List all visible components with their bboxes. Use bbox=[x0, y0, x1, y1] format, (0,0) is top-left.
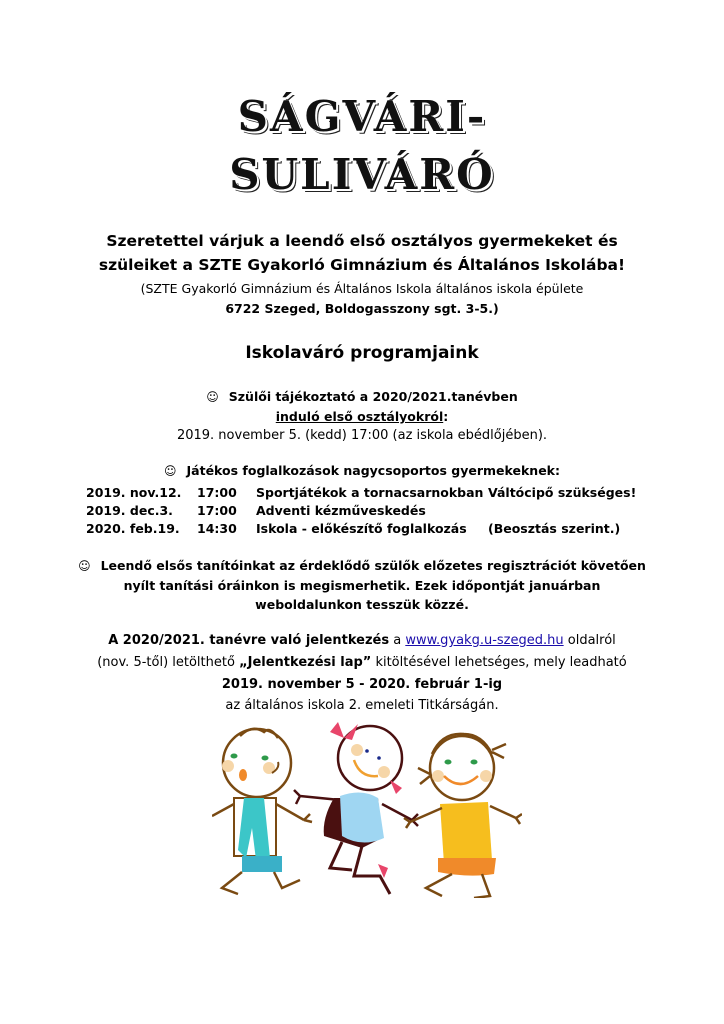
schedule-note: Váltócipő szükséges! bbox=[488, 485, 637, 500]
address-line-2: 6722 Szeged, Boldogasszony sgt. 3-5.) bbox=[225, 301, 499, 316]
smiley-icon: ☺ bbox=[206, 390, 219, 404]
title-line-1: SÁGVÁRI- bbox=[237, 92, 487, 141]
schedule-row bbox=[0, 485, 724, 503]
school-website-link[interactable]: www.gyakg.u-szeged.hu bbox=[405, 633, 564, 648]
registration-line-2 bbox=[0, 655, 724, 670]
schedule-row bbox=[0, 521, 724, 539]
parents-info-colon: : bbox=[443, 409, 449, 424]
schedule-time: 17:00 bbox=[197, 485, 237, 500]
girl-figure-right bbox=[404, 734, 522, 898]
registration-line-2-end: kitöltésével lehetséges, mely leadható bbox=[371, 655, 627, 670]
schedule-date: 2019. dec.3. bbox=[86, 503, 173, 518]
teachers-line-3: weboldalunkon tesszük közzé. bbox=[255, 597, 469, 612]
parents-info-text: Szülői tájékoztató a 2020/2021.tanévben bbox=[228, 389, 518, 404]
schedule-date: 2019. nov.12. bbox=[86, 485, 182, 500]
registration-bold: A 2020/2021. tanévre való jelentkezés bbox=[108, 633, 390, 648]
smiley-icon: ☺ bbox=[164, 464, 177, 478]
registration-line-1 bbox=[0, 633, 724, 648]
address-line-1: (SZTE Gyakorló Gimnázium és Általános Iskola általános iskola épülete bbox=[140, 281, 584, 296]
registration-end: oldalról bbox=[563, 633, 616, 648]
teachers-line-1 bbox=[0, 558, 724, 573]
intro-line-1: Szeretettel várjuk a leendő első osztályos gyermekeket és bbox=[106, 232, 618, 250]
games-heading-text: Játékos foglalkozások nagycsoportos gyermekeknek: bbox=[186, 463, 560, 478]
schedule-note: (Beosztás szerint.) bbox=[488, 521, 621, 536]
schedule-time: 14:30 bbox=[197, 521, 237, 536]
teachers-line-2: nyílt tanítási óráinkon is megismerhetik. Ezek időpontját januárban bbox=[123, 578, 601, 593]
smiley-icon: ☺ bbox=[78, 559, 91, 573]
registration-period: 2019. november 5 - 2020. február 1-ig bbox=[221, 677, 503, 692]
parents-info-date: 2019. november 5. (kedd) 17:00 (az iskola ebédlőjében). bbox=[176, 428, 548, 443]
schedule-date: 2020. feb.19. bbox=[86, 521, 180, 536]
schedule-activity: Adventi kézműveskedés bbox=[256, 503, 426, 518]
teachers-text-1: Leendő elsős tanítóinkat az érdeklődő szülők előzetes regisztrációt követően bbox=[100, 558, 646, 573]
boy-figure bbox=[212, 729, 312, 894]
title-line-2: SULIVÁRÓ bbox=[229, 150, 495, 199]
schedule-row bbox=[0, 503, 724, 521]
children-illustration bbox=[212, 718, 522, 898]
registration-line-2-start: (nov. 5-től) letölthető bbox=[97, 655, 240, 670]
games-heading bbox=[0, 463, 724, 478]
parents-info-line-1 bbox=[0, 389, 724, 404]
registration-location: az általános iskola 2. emeleti Titkárságán. bbox=[225, 698, 499, 713]
intro-line-2: szüleiket a SZTE Gyakorló Gimnázium és Általános Iskolába! bbox=[98, 256, 626, 274]
parents-info-underlined: induló első osztályokról bbox=[275, 409, 444, 424]
schedule-time: 17:00 bbox=[197, 503, 237, 518]
schedule-activity: Iskola - előkészítő foglalkozás bbox=[256, 521, 467, 536]
registration-a: a bbox=[389, 633, 406, 648]
application-form-name: „Jelentkezési lap” bbox=[239, 655, 372, 670]
girl-figure-middle bbox=[294, 722, 418, 894]
programs-heading: Iskolaváró programjaink bbox=[245, 343, 479, 363]
schedule-activity: Sportjátékok a tornacsarnokban bbox=[256, 485, 484, 500]
parents-info-line-2 bbox=[0, 409, 724, 424]
